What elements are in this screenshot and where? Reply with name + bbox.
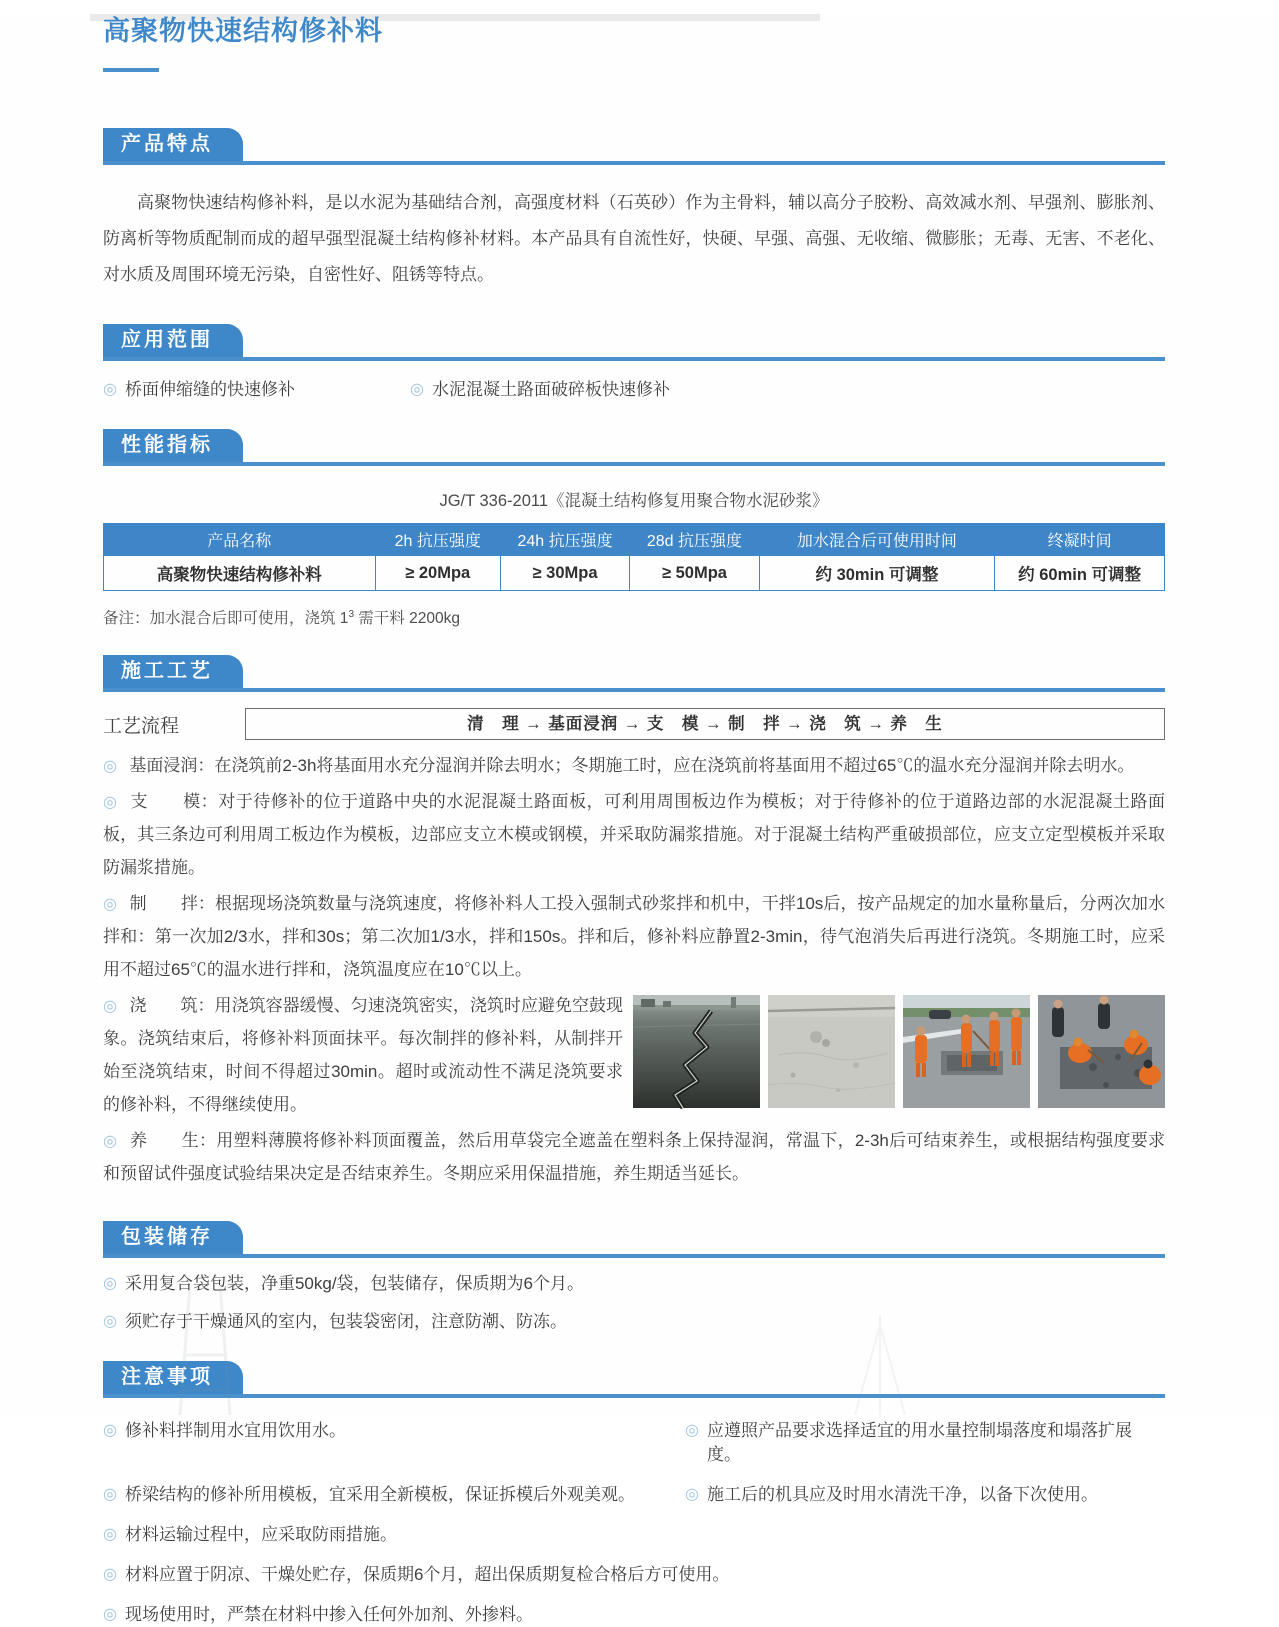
photo-concrete-surface: [768, 995, 895, 1108]
flow-diagram: 清 理 → 基面浸润 → 支 模 → 制 拌 → 浇 筑 → 养 生: [245, 708, 1165, 740]
table-footnote: [103, 606, 1165, 628]
ring-bullet-icon: ◎: [103, 998, 122, 1015]
section-header-features: [103, 128, 1165, 165]
process-step: [103, 887, 1165, 986]
table-cell: ≥ 20Mpa: [375, 556, 500, 591]
process-step: [103, 989, 623, 1121]
title-underline: [103, 68, 159, 72]
ring-bullet-icon: ◎: [103, 896, 122, 913]
page-content: [0, 14, 1279, 1627]
table-cell: 高聚物快速结构修补料: [104, 556, 376, 591]
ring-bullet-icon: ◎: [103, 794, 123, 811]
photo-patch-repair-work: [1038, 995, 1165, 1108]
note-item-label: 材料运输过程中，应采取防雨措施。: [124, 1525, 397, 1544]
process-step-text: 浇 筑：用浇筑容器缓慢、匀速浇筑密实，浇筑时应避免空鼓现象。浇筑结束后，将修补料顶面抹平。每次制拌的修补料，从制拌开始至浇筑结束，时间不得超过30min。超时或流动性不满足浇筑要求的修补料，不得继续使用。: [103, 996, 624, 1114]
section-header-application: [103, 324, 1165, 361]
application-item-label: 桥面伸缩缝的快速修补: [124, 380, 295, 399]
col-header: 产品名称: [104, 524, 376, 556]
application-item-label: 水泥混凝土路面破碎板快速修补: [431, 380, 670, 399]
section-tab-packaging: 包装储存: [103, 1221, 243, 1254]
photo-cracked-pavement: [633, 995, 760, 1108]
footnote-text: 需干料 2200kg: [354, 610, 460, 627]
table-cell: ≥ 30Mpa: [500, 556, 629, 591]
process-steps: [103, 749, 1165, 1190]
features-paragraph: 高聚物快速结构修补料，是以水泥为基础结合剂，高强度材料（石英砂）作为主骨料，辅以高分子胶粉、高效减水剂、早强剂、膨胀剂、防离析等物质配制而成的超早强型混凝土结构修补材料。本产品具有自流性好，快硬、早强、高强、无收缩、微膨胀；无毒、无害、不老化、对水质及周围环境无污染，自密性好、阻锈等特点。: [103, 193, 1165, 284]
section-tab-application: 应用范围: [103, 324, 243, 357]
packaging-list: [103, 1272, 1165, 1334]
table-cell: ≥ 50Mpa: [630, 556, 759, 591]
packaging-item: [103, 1310, 1165, 1334]
notes-list: [103, 1403, 1165, 1627]
table-cell: 约 60min 可调整: [995, 556, 1165, 591]
performance-table: [103, 523, 1165, 591]
col-header: 24h 抗压强度: [500, 524, 629, 556]
datasheet-page: [0, 14, 1279, 1624]
application-item: [410, 378, 670, 402]
ring-bullet-icon: ◎: [103, 1486, 117, 1503]
site-photo-strip: [633, 995, 1165, 1121]
process-step: [103, 1124, 1165, 1190]
note-item: [103, 1523, 1165, 1547]
ring-bullet-icon: ◎: [103, 1313, 117, 1330]
photo-road-repair-crew: [903, 995, 1030, 1108]
process-step-text: 基面浸润：在浇筑前2-3h将基面用水充分湿润并除去明水；冬期施工时，应在浇筑前将基面用不超过65℃的温水充分湿润并除去明水。: [129, 756, 1135, 775]
ring-bullet-icon: ◎: [103, 1606, 117, 1623]
photo-cracked-pavement-graphic: [633, 995, 760, 1108]
table-row: [104, 556, 1165, 591]
ring-bullet-icon: ◎: [103, 1275, 117, 1292]
section-tab-features: 产品特点: [103, 128, 243, 161]
note-item-label: 施工后的机具应及时用水清洗干净，以备下次使用。: [706, 1485, 1098, 1504]
note-item: [103, 1563, 1165, 1587]
packaging-item: [103, 1272, 1165, 1296]
note-item: [103, 1419, 685, 1467]
performance-table-body: [104, 556, 1165, 591]
application-item: [103, 378, 410, 402]
ring-bullet-icon: ◎: [685, 1486, 699, 1503]
packaging-item-label: 采用复合袋包装，净重50kg/袋，包装储存，保质期为6个月。: [124, 1274, 585, 1293]
ring-bullet-icon: ◎: [103, 1133, 122, 1150]
process-step-text: 制 拌：根据现场浇筑数量与浇筑速度，将修补料人工投入强制式砂浆拌和机中，干拌10s后，按产品规定的加水量称量后，分两次加水拌和：第一次加2/3水，拌和30s；第二次加1/3水，拌和150s。拌和后，修补料应静置2-3min，待气泡消失后再进行浇筑。冬期施工时，应采用不超过65℃的温水进行拌和，浇筑温度应在10℃以上。: [103, 894, 1165, 979]
ring-bullet-icon: ◎: [410, 381, 424, 398]
table-header-row: [104, 524, 1165, 556]
col-header: 2h 抗压强度: [375, 524, 500, 556]
photo-road-repair-crew-graphic: [903, 995, 1030, 1108]
section-header-process: [103, 655, 1165, 692]
process-step: [103, 785, 1165, 884]
section-tab-notes: 注意事项: [103, 1361, 243, 1394]
process-step: [103, 749, 1165, 782]
note-item-label: 修补料拌制用水宜用饮用水。: [124, 1421, 346, 1440]
ring-bullet-icon: ◎: [103, 1422, 117, 1439]
section-tab-process: 施工工艺: [103, 655, 243, 688]
note-item-label: 应遵照产品要求选择适宜的用水量控制塌落度和塌落扩展度。: [706, 1421, 1132, 1464]
note-item-label: 桥梁结构的修补所用模板，宜采用全新模板，保证拆模后外观美观。: [124, 1485, 635, 1504]
section-tab-performance: 性能指标: [103, 429, 243, 462]
table-cell: 约 30min 可调整: [759, 556, 995, 591]
page-title: 高聚物快速结构修补料: [103, 16, 383, 46]
col-header: 28d 抗压强度: [630, 524, 759, 556]
col-header: 终凝时间: [995, 524, 1165, 556]
performance-table-head: [104, 524, 1165, 556]
process-flow-row: [103, 708, 1165, 740]
note-item: [685, 1419, 1165, 1467]
section-header-packaging: [103, 1221, 1165, 1258]
ring-bullet-icon: ◎: [103, 1566, 117, 1583]
note-item: [103, 1483, 685, 1507]
section-header-performance: [103, 429, 1165, 466]
photo-patch-repair-work-graphic: [1038, 995, 1165, 1108]
standard-caption: JG/T 336-2011《混凝土结构修复用聚合物水泥砂浆》: [439, 492, 829, 510]
note-item: [685, 1483, 1165, 1507]
footnote-superscript: 3: [348, 608, 354, 620]
ring-bullet-icon: ◎: [103, 758, 122, 775]
note-item-label: 现场使用时，严禁在材料中掺入任何外加剂、外掺料。: [124, 1605, 533, 1624]
photo-concrete-surface-graphic: [768, 995, 895, 1108]
ring-bullet-icon: ◎: [685, 1422, 699, 1439]
note-item-label: 材料应置于阴凉、干燥处贮存，保质期6个月，超出保质期复检合格后方可使用。: [124, 1565, 730, 1584]
pour-step-and-photos: [103, 989, 1165, 1121]
note-item: [103, 1603, 1165, 1627]
footnote-text: 备注：加水混合后即可使用，浇筑 1: [103, 610, 349, 627]
flow-label: 工艺流程: [103, 715, 180, 737]
col-header: 加水混合后可使用时间: [759, 524, 995, 556]
packaging-item-label: 须贮存于干燥通风的室内，包装袋密闭，注意防潮、防冻。: [124, 1312, 567, 1331]
application-list: [103, 378, 1165, 402]
section-header-notes: [103, 1361, 1165, 1398]
ring-bullet-icon: ◎: [103, 1526, 117, 1543]
process-step-text: 支 模：对于待修补的位于道路中央的水泥混凝土路面板，可利用周围板边作为模板；对于待修补的位于道路边部的水泥混凝土路面板，其三条边可利用周工板边作为模板，边部应支立木模或钢模，并采取防漏浆措施。对于混凝土结构严重破损部位，应支立定型模板并采取防漏浆措施。: [103, 792, 1166, 877]
process-step-text: 养 生：用塑料薄膜将修补料顶面覆盖，然后用草袋完全遮盖在塑料条上保持湿润，常温下，2-3h后可结束养生，或根据结构强度要求和预留试件强度试验结果决定是否结束养生。冬期应采用保温措施，养生期适当延长。: [103, 1131, 1166, 1183]
ring-bullet-icon: ◎: [103, 381, 117, 398]
